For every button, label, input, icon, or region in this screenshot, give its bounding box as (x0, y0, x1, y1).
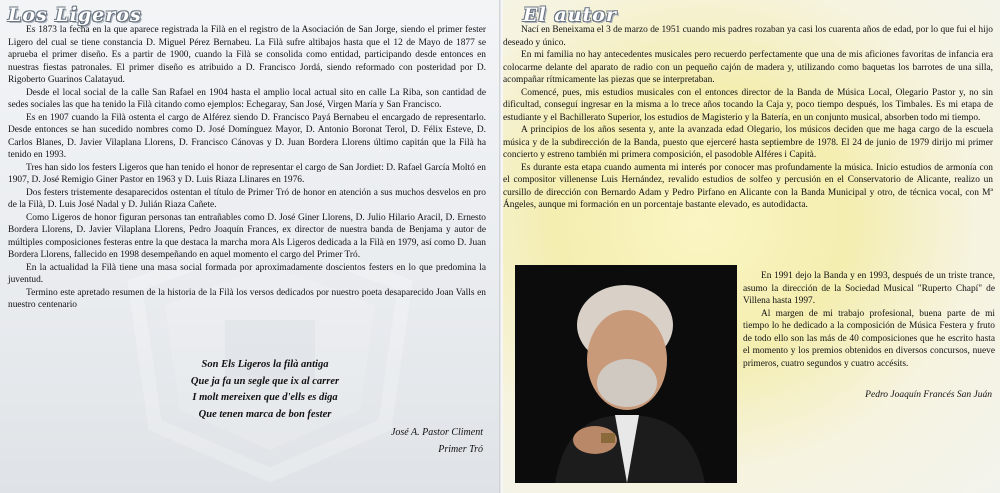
author-photo (515, 265, 737, 483)
paragraph: A principios de los años sesenta y, ante la avanzada edad Olegario, los músicos deciden que me haga cargo de la escuela música y de la subdirección de la Banda, puesto que ejerceré hasta septiembre de 1978. El 24 de junio de 1979 dirijo mi primer concierto y estreno también mi primera composición, el pasodoble Alféres i Capità. (503, 125, 993, 160)
poem-line: Que tenen marca de bon fester (198, 408, 332, 420)
portrait-illustration (515, 265, 737, 483)
biography-text (503, 24, 993, 212)
paragraph: Termino este apretado resumen de la historia de la Filà los versos dedicados por nuestro poeta desaparecido Joan Valls en nuestro centenario (8, 287, 486, 310)
paragraph: Desde el local social de la calle San Rafael en 1904 hasta el amplio local actual sito en calle La Riba, son cantidad de sedes sociales las que ha tenido la Filà citando como ejemplos: Echegaray, San José, Virgen María y San Francisco. (8, 87, 486, 110)
section-heading: Los Ligeros (8, 4, 142, 26)
history-text (8, 24, 486, 312)
paragraph: Es en 1907 cuando la Filà ostenta el cargo de Alférez siendo D. Francisco Payá Bernabeu el encargado de representarlo. Desde entonces se han sucedido nombres como D. José Domínguez Mayor, D. Antonio Boronat Terol, D. Félix Esteve, D. Carlos Blanes, D. Javier Vilaplana Llorens, D. Francisco Cánovas y D. Juan Bordera Llorens último capitán que la Filà ha tenido en 1993. (8, 112, 486, 160)
poem-line: Que ja fa un segle que ix al carrer (190, 375, 340, 387)
signature-name: José A. Pastor Climent (390, 427, 483, 438)
paragraph: En mi familia no hay antecedentes musicales pero recuerdo perfectamente que una de mis aficiones favoritas de infancia era colocarme delante del aparato de radio con un pequeño cajón de madera y, utilizando como baquetas los barrotes de una silla, acompañar rítmicamente las piezas que se interpretaban. (503, 50, 993, 85)
section-heading: El autor (523, 4, 617, 26)
paragraph: Comencé, pues, mis estudios musicales con el entonces director de la Banda de Música Local, Olegario Pastor y, no sin dificultad, conseguí ingresar en la misma a lo trece años tocando la Caja y, poco tiempo después, los Timbales. Es mi etapa de estudiante y el Bachillerato Superior, los estudios de Magisterio y la Batería, en un conjunto musical, absorben todo mi tiempo. (503, 87, 993, 123)
paragraph: En la actualidad la Filà tiene una masa social formada por aproximadamente doscientos festers en lo que predomina la juventud. (8, 262, 486, 285)
paragraph: Nací en Beneixama el 3 de marzo de 1951 cuando mis padres rozaban ya casi los cuarenta años de edad, por lo que fui el hijo deseado y único. (503, 25, 993, 48)
paragraph: En 1991 dejo la Banda y en 1993, después de un triste trance, asumo la dirección de la Sociedad Musical "Ruperto Chapí" de Villena hasta 1997. (743, 271, 995, 306)
paragraph: Dos festers tristemente desaparecidos ostentan el título de Primer Tró de honor en atención a sus muchos desvelos en pro de la Filà, D. Luis José Nadal y D. Julián Riaza Cañete. (8, 187, 486, 210)
paragraph: Como Ligeros de honor figuran personas tan entrañables como D. José Giner Llorens, D. Julio Hilario Aracil, D. Ernesto Bordera Llorens, D. Javier Vilaplana Llorens, Pedro Joaquín Frances, ex director de nuestra banda de Benjama y autor de múltiples composiciones festeras entre la que destaca la marcha mora Als Ligeros dedicada a la Filà en 1979, así como D. Juan Bordera Llorens, fallecido en 1998 desempeñando en aquel momento el cargo del Primer Tró. (8, 212, 486, 260)
paragraph: Tres han sido los festers Ligeros que han tenido el honor de representar el cargo de San Jordiet: D. Rafael García Moltó en 1907, D. José Remigio Giner Pastor en 1963 y D. Luis Riaza Llinares en 1976. (8, 162, 486, 185)
poem-line: Son Els Ligeros la filà antiga (201, 359, 329, 370)
paragraph: Es 1873 la fecha en la que aparece registrada la Filà en el registro de la Asociación de San Jorge, siendo el primer fester Ligero del cual se tiene constancia D. Miguel Pérez Bernabeu. La Filà sufre altibajos hasta que el 12 de Mayo de 1877 se aprueba el primer diseño. Es a partir de 1900, cuando la Filà se consolida como entidad, participando desde entonces en nuestras fiestas patronales. El primer diseño es atribuido a D. Francisco Jordá, siendo reformado con posteridad por D. Rigoberto Guarinos Calatayud. (8, 25, 486, 85)
poem-line: I molt mereixen que d'ells es diga (192, 392, 338, 403)
paragraph: Es durante esta etapa cuando aumenta mi interés por conocer mas profundamente la música. Inicio estudios de armonía con el compositor villenense Luis Hernández, revalido estudios de solfeo y percusión en el Conservatorio de Alicante, realizo un cursillo de dirección con Bernardo Adam y Pedro Pirfano en Alicante con la Banda Municipal y otro, de técnica vocal, con Mª Ángeles, aunque mi formación en un porcentaje bastante elevado, es autodidacta. (503, 162, 993, 210)
poem (140, 357, 390, 423)
right-page (503, 0, 1000, 493)
signature-name: Pedro Joaquín Francés San Juán (865, 390, 992, 400)
paragraph: Al margen de mi trabajo profesional, buena parte de mi tiempo lo he dedicado a la composición de Música Festera y fruto de todo ello son las más de 40 composiciones que he escrito hasta el momento y los premios obtenidos en diversos concursos, nueve primeros, cuatro segundos y cuatro accésits. (743, 308, 995, 369)
signature-role: Primer Tró (438, 444, 483, 455)
biography-text-lower (743, 270, 995, 370)
